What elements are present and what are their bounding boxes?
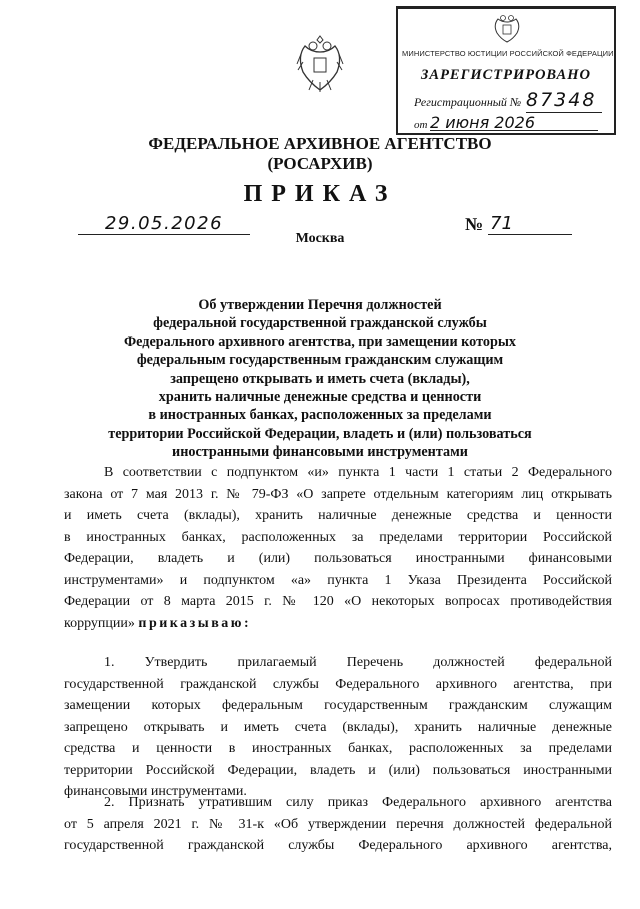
registration-stamp — [396, 6, 616, 135]
stamp-reg-date-value: 2 июня 2026 — [430, 113, 536, 132]
subject-line: хранить наличные денежные средства и ценности — [158, 389, 482, 406]
item-2-paragraph — [64, 792, 612, 857]
subject-line: Федерального архивного агентства, при замещении которых — [123, 333, 517, 350]
item-1-paragraph — [64, 652, 612, 803]
subject-line: Об утверждении Перечня должностей — [198, 297, 442, 313]
subject-line: территории Российской Федерации, владеть и (или) пользоваться — [108, 425, 532, 442]
coat-of-arms-emblem — [295, 32, 345, 94]
body-line: замещении которых федеральным государственным гражданским служащим — [64, 698, 612, 713]
body-line: запрещено открывать и иметь счета (вклады), хранить наличные денежные — [64, 719, 612, 735]
body-line: Федерации, владеть и (или) пользоваться иностранными финансовыми — [64, 551, 612, 566]
body-line: финансовыми инструментами. — [64, 784, 247, 799]
body-line: 2. Признать утратившим силу приказ Федерального архивного агентства — [104, 795, 612, 810]
stamp-reg-number-label: Регистрационный № — [414, 95, 522, 109]
stamp-reg-number-underline — [526, 112, 602, 113]
subject-line: запрещено открывать и иметь счета (вклады), — [170, 370, 470, 387]
body-line: закона от 7 мая 2013 г. № 79-ФЗ «О запрете отдельным категориям лиц открывать — [64, 486, 612, 502]
subject-line: федеральной государственной гражданской службы — [153, 315, 487, 332]
stamp-reg-date-label: от — [414, 119, 428, 131]
stamp-reg-number-value: 87348 — [526, 89, 597, 111]
agency-abbr: (РОСАРХИВ) — [267, 154, 373, 173]
subject-line: федеральным государственным гражданским служащим — [136, 352, 504, 369]
order-subject — [0, 296, 640, 462]
body-line: Федерации от 8 марта 2015 г. № 120 «О некоторых вопросах противодействия — [64, 594, 612, 609]
body-line: от 5 апреля 2021 г. № 31-к «Об утверждении перечня должностей федеральной — [64, 816, 612, 832]
order-word: приказываю: — [138, 615, 252, 631]
order-number-underline — [488, 234, 572, 235]
body-line: средства и ценности в иностранных банках, расположенных за пределами — [64, 741, 612, 756]
body-line: В соответствии с подпунктом «и» пункта 1 части 1 статьи 2 Федерального — [104, 465, 612, 480]
body-line: и иметь счета (вклады), хранить наличные денежные средства и ценности — [64, 508, 612, 523]
agency-name: ФЕДЕРАЛЬНОЕ АРХИВНОЕ АГЕНТСТВО — [148, 134, 492, 153]
body-line: государственной гражданской службы Федерального архивного агентства, при — [64, 676, 612, 692]
body-line: территории Российской Федерации, владеть и (или) пользоваться иностранными — [64, 762, 612, 778]
order-place: Москва — [295, 231, 345, 246]
body-text: коррупции» — [64, 615, 139, 631]
preamble-paragraph — [64, 462, 612, 634]
subject-line: иностранными финансовыми инструментами — [172, 444, 468, 461]
order-date: 29.05.2026 — [104, 213, 224, 234]
body-line: инструментами» и подпунктом «а» пункта 1 Указа Президента Российской — [64, 572, 612, 588]
stamp-emblem-icon — [492, 11, 522, 43]
subject-line: в иностранных банках, расположенных за пределами — [148, 407, 492, 424]
order-number-label: № — [465, 214, 484, 234]
body-line: в иностранных банках, расположенных за пределами территории Российской — [64, 529, 612, 545]
stamp-ministry: МИНИСТЕРСТВО ЮСТИЦИИ РОССИЙСКОЙ ФЕДЕРАЦИИ — [402, 49, 614, 58]
document-type-title: ПРИКАЗ — [243, 181, 397, 207]
order-number-value: 71 — [490, 213, 513, 234]
body-line: государственной гражданской службы Федерального архивного агентства, — [64, 838, 612, 853]
stamp-reg-date-underline — [430, 130, 598, 131]
stamp-registered: ЗАРЕГИСТРИРОВАНО — [421, 67, 591, 83]
body-line-last — [64, 613, 612, 635]
body-line: 1. Утвердить прилагаемый Перечень должностей федеральной — [104, 655, 612, 670]
